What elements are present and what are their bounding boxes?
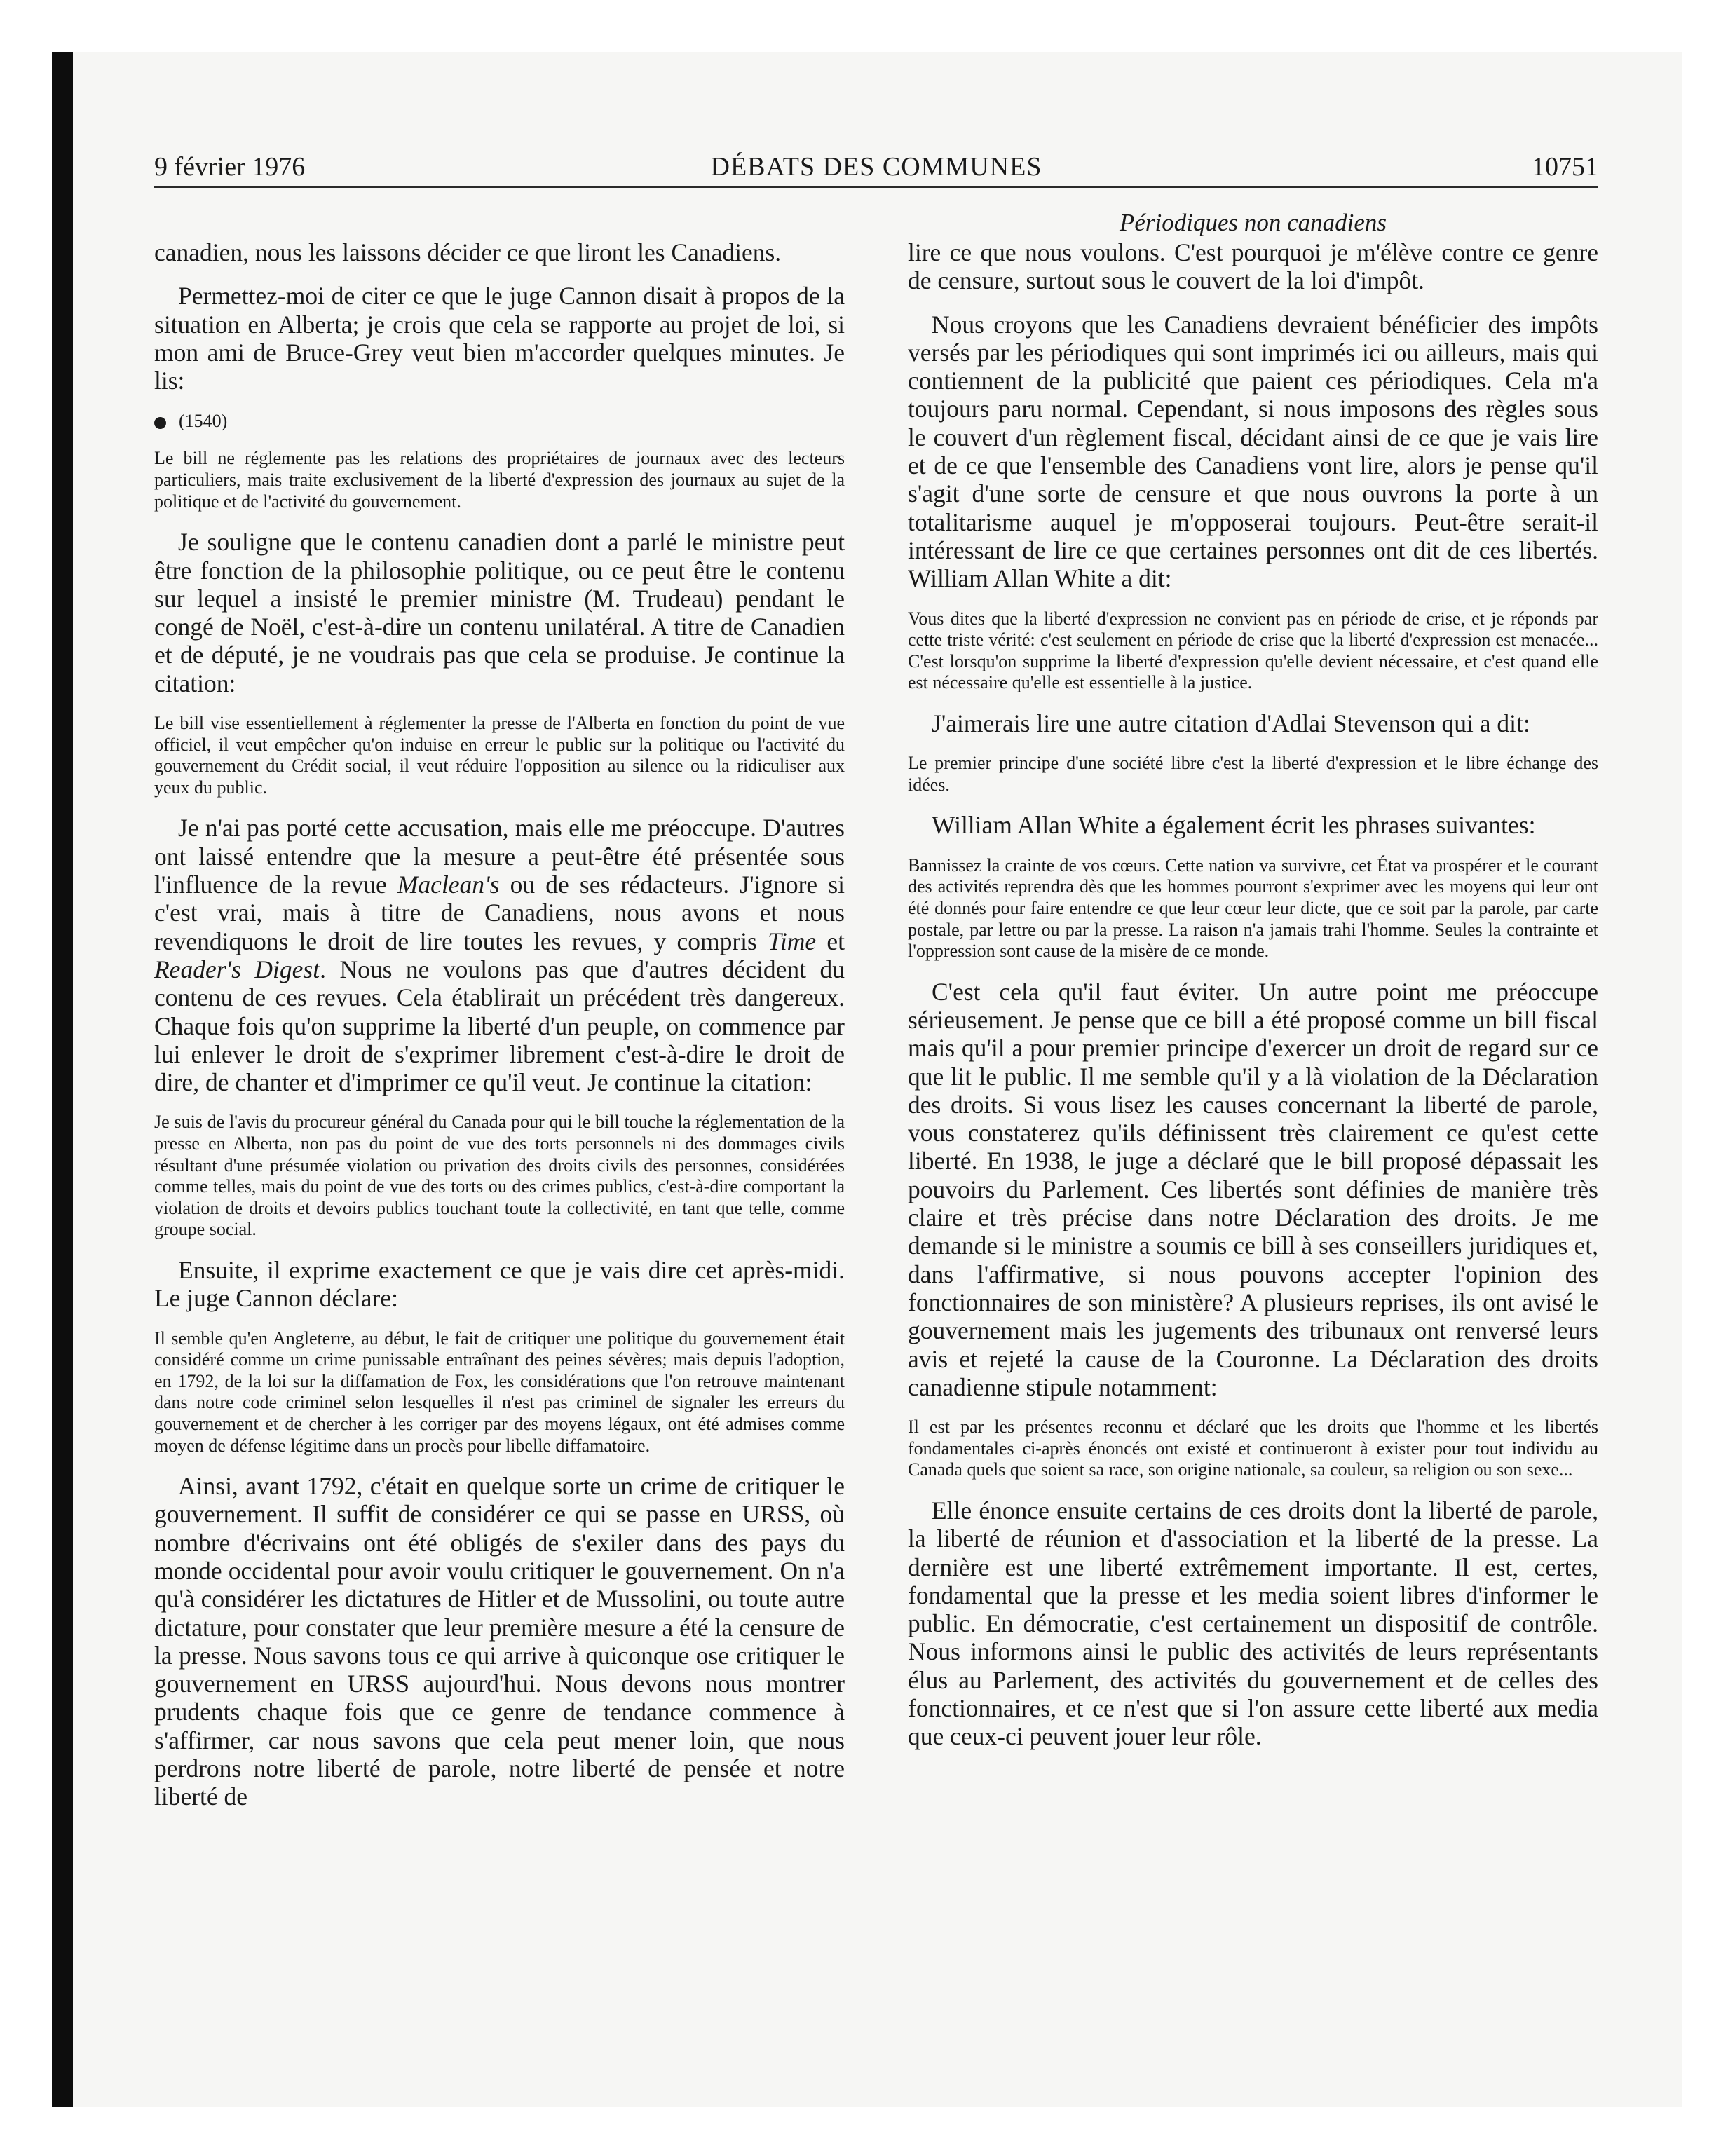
time-marker bbox=[154, 410, 845, 432]
paragraph: Permettez-moi de citer ce que le juge Cannon disait à propos de la situation en Alberta; je crois que cela se rapporte au projet de loi, si mon ami de Bruce-Grey veut bien m'accorder quelques minutes. Je lis: bbox=[154, 282, 845, 395]
paragraph: Nous croyons que les Canadiens devraient bénéficier des impôts versés par les périodiques qui sont imprimés ici ou ailleurs, mais qui contiennent de la publicité que paient ces périodiques. Cela m'a toujours paru normal. Cependant, si nous imposons des règles sous le couvert d'un règlement fiscal, décidant ainsi de ce que je vais lire et de ce que l'ensemble des Canadiens vont lire, alors je pense qu'il s'agit d'une sorte de censure et que nous ouvrons la porte à un totalitarisme auquel je m'opposerai toujours. Peut-être serait-il intéressant de lire ce que certaines personnes ont dit de ces libertés. William Allan White a dit: bbox=[908, 310, 1598, 593]
paragraph: Ainsi, avant 1792, c'était en quelque sorte un crime de critiquer le gouvernement. Il suffit de considérer ce qui se passe en URSS, où nombre d'écrivains ont été obligés de s'exiler dans des pays du monde occidental pour avoir voulu critiquer le gouvernement. On n'a qu'à considérer les dictatures de Hitler et de Mussolini, ou toute autre dictature, pour constater que leur première mesure a été la censure de la presse. Nous savons tous ce qui arrive à quiconque ose critiquer le gouvernement en URSS aujourd'hui. Nous devons nous montrer prudents chaque fois que ce genre de tendance commence à s'affirmer, car nous savons que cela peut mener loin, que nous perdrons notre liberté de parole, notre liberté de pensée et notre liberté de bbox=[154, 1472, 845, 1811]
block-quote: Il semble qu'en Angleterre, au début, le fait de critiquer une politique du gouvernement était considéré comme un crime punissable entraînant des peines sévères; mais depuis l'adoption, en 1792, de la loi sur la diffamation de Fox, les considérations que l'on retrouve maintenant dans notre code criminel selon lesquelles il n'est pas criminel de signaler les erreurs du gouvernement et de chercher à les corriger par des moyens légaux, ont été admises comme moyen de défense légitime dans un procès pour libelle diffamatoire. bbox=[154, 1328, 845, 1456]
paragraph bbox=[154, 814, 845, 1096]
page-header bbox=[154, 147, 1598, 188]
text-run: Je n'ai pas porté cette accusation, mais elle me préoccupe. D'autres ont laissé entendre que la mesure a peut-être été présentée sous l'influence de la revue bbox=[154, 814, 845, 899]
paragraph: C'est cela qu'il faut éviter. Un autre point me préoccupe sérieusement. Je pense que ce bill a été proposé comme un bill fiscal mais qu'il a pour premier principe d'exercer un droit de regard sur ce que lit le public. Il me semble qu'il y a là violation de la Déclaration des droits. Si vous lisez les causes concernant la liberté de parole, vous constaterez qu'ils définissent très clairement ce qu'est cette liberté. En 1938, le juge a déclaré que le bill proposé dépassait les pouvoirs du Parlement. Ces libertés sont définies de manière très claire et très précise dans notre Déclaration des droits. Je me demande si le ministre a soumis ce bill à ses conseillers juridiques et, dans l'affirmative, si nous pouvons accepter l'opinion des fonctionnaires de son ministère? A plusieurs reprises, ils ont avisé le gouvernement mais les jugements des tribunaux ont renversé leurs avis et rejeté la cause de la Couronne. La Déclaration des droits canadienne stipule notamment: bbox=[908, 977, 1598, 1401]
block-quote: Le bill vise essentiellement à réglementer la presse de l'Alberta en fonction du point de vue officiel, il veut empêcher qu'on induise en erreur le public sur la politique ou l'activité du gouvernement du Crédit social, il veut réduire l'opposition au silence ou la ridiculiser aux yeux du public. bbox=[154, 713, 845, 798]
paragraph: Ensuite, il exprime exactement ce que je vais dire cet après-midi. Le juge Cannon déclare: bbox=[154, 1255, 845, 1313]
right-column bbox=[908, 207, 1598, 1766]
paragraph: lire ce que nous voulons. C'est pourquoi je m'élève contre ce genre de censure, surtout sous le couvert de la loi d'impôt. bbox=[908, 238, 1598, 295]
header-date: 9 février 1976 bbox=[154, 152, 306, 182]
block-quote: Je suis de l'avis du procureur général du Canada pour qui le bill touche la réglementation de la presse en Alberta, non pas du point de vue des torts personnels ni des dommages civils résultant d'une présumée violation ou privation des droits civils des personnes, considérées comme telles, mais du point de vue des torts ou des crimes publics, c'est-à-dire comportant la violation de droits et devoirs publics touchant toute la collectivité, en tant que telle, comme groupe social. bbox=[154, 1112, 845, 1240]
paragraph: Elle énonce ensuite certains de ces droits dont la liberté de parole, la liberté de réunion et d'association et la liberté de la presse. La dernière est une liberté extrêmement importante. Il est, certes, fondamental que la presse et les media soient libres d'informer le public. En démocratie, c'est certainement un dispositif de contrôle. Nous informons ainsi le public des activités de leurs représentants élus au Parlement, des activités du gouvernement et de celles des fonctionnaires, et ce n'est que si l'on assure cette liberté aux media que ceux-ci peuvent jouer leur rôle. bbox=[908, 1496, 1598, 1751]
publication-title: Time bbox=[768, 927, 817, 955]
text-run: ou de ses rédacteurs. J'ignore si c'est vrai, mais à titre de Canadiens, nous avons et nous revendiquons le droit de lire toutes les revues, y compris bbox=[154, 871, 845, 955]
block-quote: Le premier principe d'une société libre c'est la liberté d'expression et le libre échange des idées. bbox=[908, 753, 1598, 795]
paragraph: canadien, nous les laissons décider ce que liront les Canadiens. bbox=[154, 238, 782, 266]
block-quote: Il est par les présentes reconnu et déclaré que les droits que l'homme et les libertés fondamentales ci-après énoncés ont existé et continueront à exister pour tout individu au Canada quels que soient sa race, son origine nationale, sa couleur, sa religion ou son sexe... bbox=[908, 1417, 1598, 1480]
running-head: Périodiques non canadiens bbox=[1119, 209, 1387, 236]
paragraph: J'aimerais lire une autre citation d'Adlai Stevenson qui a dit: bbox=[932, 709, 1530, 737]
left-column bbox=[154, 238, 845, 1827]
block-quote: Vous dites que la liberté d'expression ne convient pas en période de crise, et je réponds par cette triste vérité: c'est seulement en période de crise que la liberté d'expression est menacée... C'est lorsqu'on supprime la liberté d'expression qu'elle devient nécessaire, et c'est quand elle est nécessaire qu'elle est essentielle à la justice. bbox=[908, 608, 1598, 693]
header-publication: DÉBATS DES COMMUNES bbox=[710, 152, 1042, 182]
document-page bbox=[154, 147, 1598, 1811]
binding-edge bbox=[52, 52, 73, 2107]
paragraph: Je souligne que le contenu canadien dont a parlé le ministre peut être fonction de la philosophie politique, ou ce peut être le contenu sur lequel a insisté le premier ministre (M. Trudeau) pendant le congé de Noël, c'est-à-dire un contenu unilatéral. A titre de Canadien et de député, je ne voudrais pas que cela se produise. Je continue la citation: bbox=[154, 528, 845, 697]
paragraph: William Allan White a également écrit les phrases suivantes: bbox=[932, 811, 1536, 840]
block-quote: Le bill ne réglemente pas les relations des propriétaires de journaux avec des lecteurs particuliers, mais traite exclusivement de la liberté d'expression des journaux au sujet de la politique et de l'activité du gouvernement. bbox=[154, 448, 845, 512]
block-quote: Bannissez la crainte de vos cœurs. Cette nation va survivre, cet État va prospérer et le courant des activités reprendra dès que les hommes pourront s'exprimer avec les moyens qui leur ont été donnés pour faire entendre ce que leur cœur leur dicte, que ce soit par la parole, par carte postale, par lettre ou par la presse. La raison n'a jamais trahi l'homme. Seules la contrainte et l'oppression sont cause de la misère de ce monde. bbox=[908, 854, 1598, 962]
publication-title: Reader's Digest bbox=[154, 955, 320, 983]
time-marker-label: (1540) bbox=[179, 411, 228, 432]
text-run: . Nous ne voulons pas que d'autres décident du contenu de ces revues. Cela établirait un précédent très dangereux. Chaque fois qu'on supprime la liberté d'un peuple, on commence par lui enlever le droit de s'exprimer librement c'est-à-dire le droit de dire, de chanter et d'imprimer ce qu'il veut. Je continue la citation: bbox=[154, 955, 845, 1097]
header-page-number: 10751 bbox=[1532, 152, 1598, 182]
publication-title: Maclean's bbox=[397, 871, 500, 899]
text-run: et bbox=[816, 927, 845, 955]
bullet-icon bbox=[154, 417, 166, 429]
